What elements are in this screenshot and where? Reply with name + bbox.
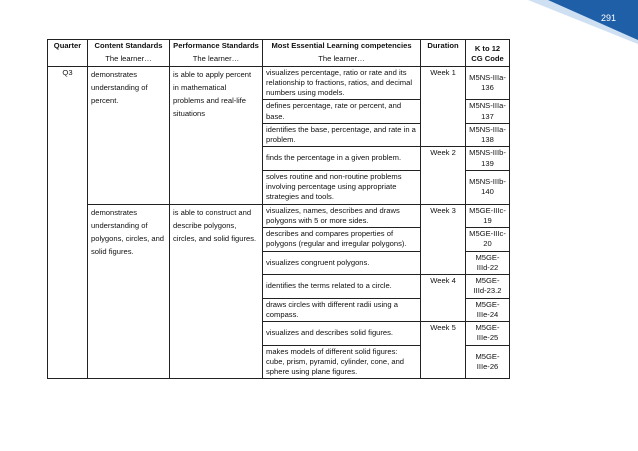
subheader-duration-empty: [421, 53, 466, 66]
melc-cell: visualizes congruent polygons.: [263, 251, 421, 275]
header-content-standards: Content Standards: [88, 40, 170, 54]
code-cell: M5GE-IIIe-24: [466, 298, 510, 322]
page-corner-decoration: [528, 0, 638, 44]
code-cell: M5GE-IIId-22: [466, 251, 510, 275]
duration-cell: Week 3: [421, 204, 466, 275]
melc-cell: draws circles with different radii using a compass.: [263, 298, 421, 322]
melc-cell: defines percentage, rate or percent, and base.: [263, 100, 421, 124]
code-cell: M5NS-IIIb-139: [466, 147, 510, 171]
table-header-row: [48, 40, 510, 54]
melc-cell: visualizes, names, describes and draws polygons with 5 or more sides.: [263, 204, 421, 228]
table-subheader-row: [48, 53, 510, 66]
code-cell: M5NS-IIIb-140: [466, 170, 510, 204]
melc-cell: makes models of different solid figures: cube, prism, pyramid, cylinder, cone, and sphere using plane figures.: [263, 345, 421, 379]
code-cell: M5NS-IIIa-137: [466, 100, 510, 124]
table-row: [48, 66, 510, 100]
header-performance-standards: Performance Standards: [170, 40, 263, 54]
code-cell: M5NS-IIIa-138: [466, 123, 510, 147]
header-duration: Duration: [421, 40, 466, 54]
melc-cell: solves routine and non-routine problems involving percentage using appropriate strategies and tools.: [263, 170, 421, 204]
duration-cell: Week 5: [421, 322, 466, 379]
subheader-performance-learner: The learner…: [170, 53, 263, 66]
duration-cell: Week 4: [421, 275, 466, 322]
quarter-cell: Q3: [48, 66, 88, 379]
header-melc: Most Essential Learning competencies: [263, 40, 421, 54]
performance-standard-cell: is able to apply percent in mathematical problems and real-life situations: [170, 66, 263, 204]
melc-cell: describes and compares properties of polygons (regular and irregular polygons).: [263, 228, 421, 252]
header-quarter: Quarter: [48, 40, 88, 54]
code-cell: M5GE-IIIe-26: [466, 345, 510, 379]
header-code: K to 12 CG Code: [466, 40, 510, 67]
code-cell: M5GE-IIId-23.2: [466, 275, 510, 299]
melc-cell: identifies the base, percentage, and rate in a problem.: [263, 123, 421, 147]
duration-cell: Week 2: [421, 147, 466, 204]
curriculum-table: [47, 39, 510, 379]
code-cell: M5GE-IIIc-20: [466, 228, 510, 252]
table-row: [48, 204, 510, 228]
melc-cell: identifies the terms related to a circle.: [263, 275, 421, 299]
page-number: 291: [600, 13, 616, 23]
code-cell: M5GE-IIIc-19: [466, 204, 510, 228]
performance-standard-cell: is able to construct and describe polygons, circles, and solid figures.: [170, 204, 263, 379]
subheader-empty: [48, 53, 88, 66]
melc-cell: visualizes and describes solid figures.: [263, 322, 421, 346]
code-cell: M5GE-IIIe-25: [466, 322, 510, 346]
content-standard-cell: demonstrates understanding of polygons, circles, and solid figures.: [88, 204, 170, 379]
duration-cell: Week 1: [421, 66, 466, 147]
code-cell: M5NS-IIIa-136: [466, 66, 510, 100]
content-standard-cell: demonstrates understanding of percent.: [88, 66, 170, 204]
subheader-melc-learner: The learner…: [263, 53, 421, 66]
melc-cell: visualizes percentage, ratio or rate and its relationship to fractions, ratios, and decimal numbers using models.: [263, 66, 421, 100]
melc-cell: finds the percentage in a given problem.: [263, 147, 421, 171]
subheader-content-learner: The learner…: [88, 53, 170, 66]
